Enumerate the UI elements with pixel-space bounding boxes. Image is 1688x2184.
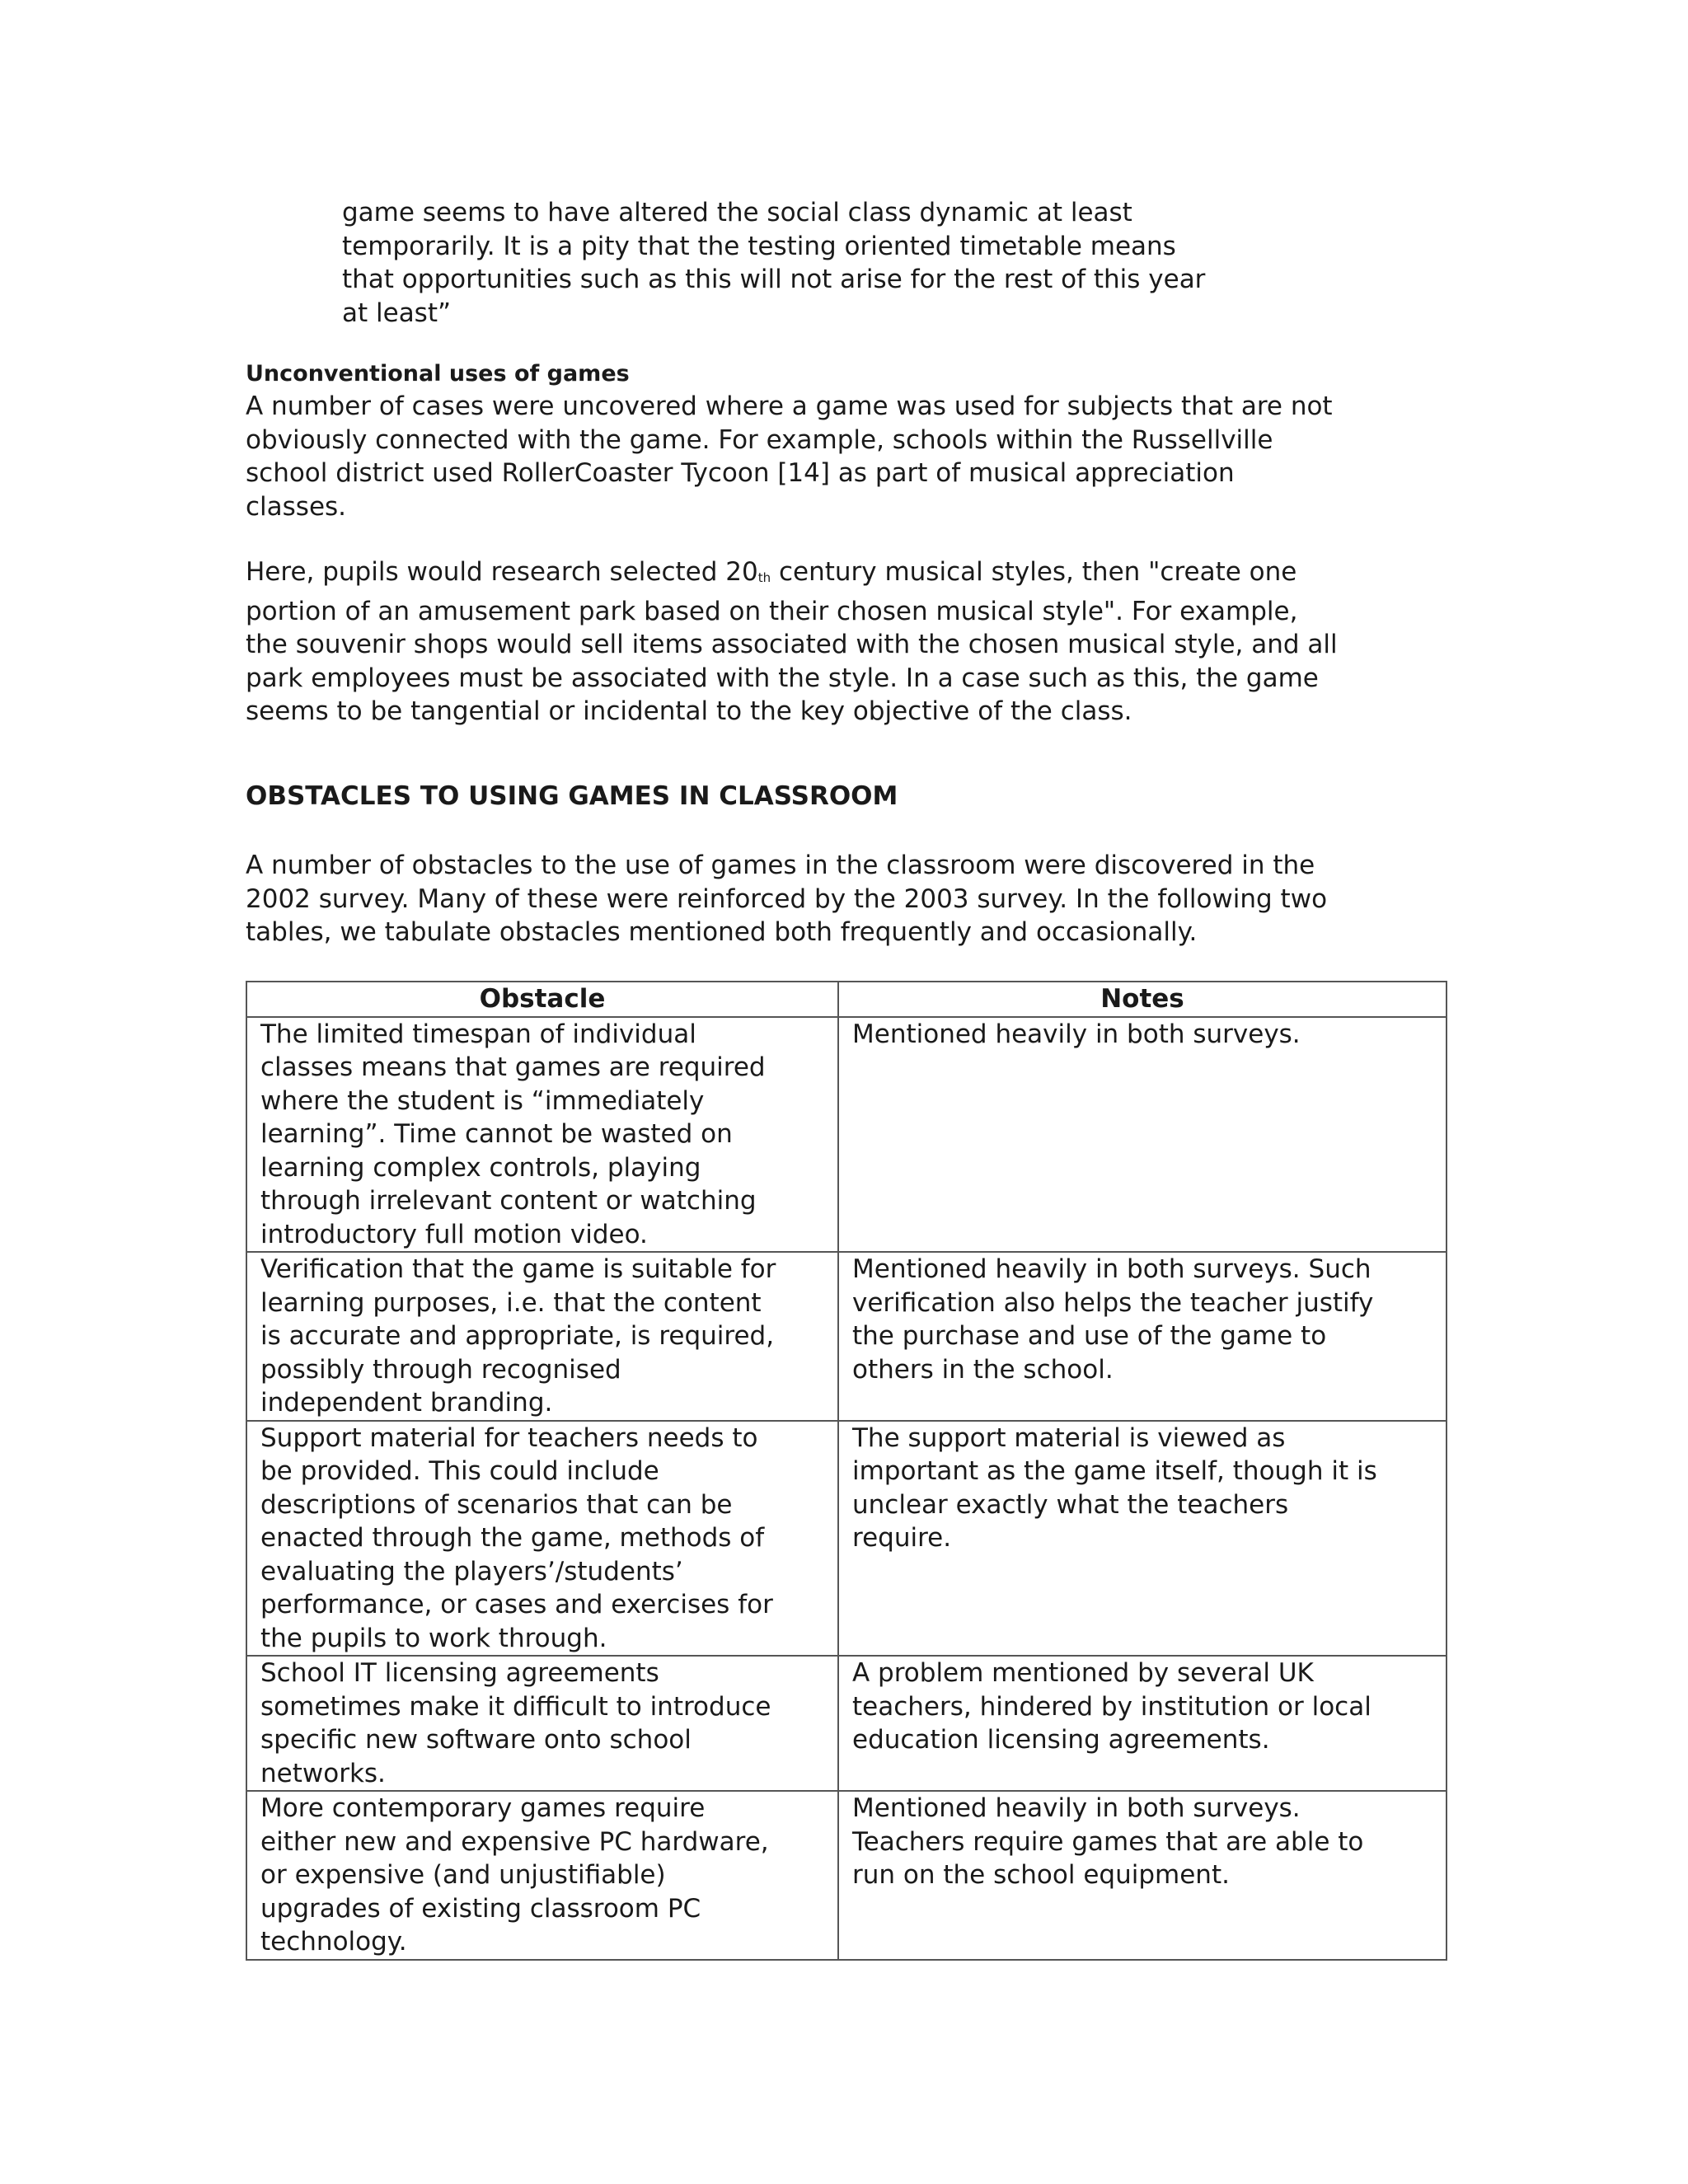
quote-line: at least” — [342, 298, 452, 328]
cell-line: unclear exactly what the teachers — [852, 1489, 1289, 1520]
cell-line: A problem mentioned by several UK — [852, 1658, 1314, 1688]
notes-cell — [838, 1017, 1447, 1253]
text-run: century musical styles, then "create one — [771, 557, 1297, 587]
obstacle-cell — [246, 1791, 838, 1960]
obstacles-intro-paragraph — [246, 849, 1432, 949]
cell-line: technology. — [260, 1927, 407, 1957]
cell-line: The limited timespan of individual — [260, 1019, 696, 1049]
obstacles-table — [246, 981, 1447, 1961]
cell-line: Support material for teachers needs to — [260, 1422, 758, 1453]
paragraph-line: obviously connected with the game. For example, schools within the Russellville — [246, 424, 1273, 455]
paragraph-line: park employees must be associated with the style. In a case such as this, the game — [246, 663, 1319, 693]
cell-line: the pupils to work through. — [260, 1623, 607, 1653]
text-run: Here, pupils would research selected 20 — [246, 557, 758, 587]
cell-line: is accurate and appropriate, is required, — [260, 1321, 775, 1351]
ordinal-suffix: th — [757, 570, 771, 585]
cell-line: require. — [852, 1523, 952, 1553]
cell-line: enacted through the game, methods of — [260, 1523, 765, 1553]
cell-line: independent branding. — [260, 1388, 553, 1418]
cell-line: More contemporary games require — [260, 1793, 706, 1823]
cell-line: classes means that games are required — [260, 1052, 766, 1082]
unconventional-uses-heading: Unconventional uses of games — [246, 361, 630, 387]
cell-line: Mentioned heavily in both surveys. — [852, 1793, 1301, 1823]
obstacle-cell — [246, 1421, 838, 1657]
cell-line: verification also helps the teacher justify — [852, 1287, 1374, 1318]
obstacles-section-heading: OBSTACLES TO USING GAMES IN CLASSROOM — [246, 781, 898, 811]
unconventional-paragraph-1 — [246, 390, 1424, 523]
cell-line: Teachers require games that are able to — [852, 1826, 1364, 1857]
table-row — [246, 1252, 1447, 1421]
paragraph-line: school district used RollerCoaster Tycoon [14] as part of musical appreciation — [246, 458, 1235, 488]
table-row — [246, 1656, 1447, 1791]
cell-line: learning”. Time cannot be wasted on — [260, 1119, 733, 1149]
cell-line: Mentioned heavily in both surveys. Such — [852, 1254, 1372, 1284]
cell-line: important as the game itself, though it is — [852, 1456, 1377, 1486]
cell-line: networks. — [260, 1758, 386, 1788]
quote-line: game seems to have altered the social class dynamic at least — [342, 198, 1132, 227]
cell-line: upgrades of existing classroom PC — [260, 1893, 701, 1924]
notes-cell — [838, 1656, 1447, 1791]
table-header-row — [246, 982, 1447, 1017]
quote-block — [342, 196, 1298, 330]
cell-line: others in the school. — [852, 1354, 1114, 1385]
paragraph-line — [246, 555, 1424, 595]
cell-line: education licensing agreements. — [852, 1725, 1270, 1755]
cell-line: evaluating the players’/students’ — [260, 1556, 683, 1586]
notes-cell — [838, 1421, 1447, 1657]
obstacle-cell — [246, 1252, 838, 1421]
table-row — [246, 1791, 1447, 1960]
cell-line: run on the school equipment. — [852, 1860, 1230, 1890]
column-header-obstacle: Obstacle — [246, 982, 838, 1017]
cell-line: sometimes make it difficult to introduce — [260, 1691, 771, 1722]
cell-line: learning complex controls, playing — [260, 1152, 701, 1183]
cell-line: learning purposes, i.e. that the content — [260, 1287, 762, 1318]
paragraph-line: A number of obstacles to the use of games in the classroom were discovered in the — [246, 851, 1315, 880]
table-row — [246, 1421, 1447, 1657]
unconventional-paragraph-2 — [246, 555, 1424, 729]
paragraph-line: portion of an amusement park based on their chosen musical style". For example, — [246, 596, 1298, 626]
cell-line: the purchase and use of the game to — [852, 1321, 1327, 1351]
cell-line: where the student is “immediately — [260, 1085, 705, 1116]
paragraph-line: the souvenir shops would sell items associated with the chosen musical style, and all — [246, 630, 1338, 659]
cell-line: be provided. This could include — [260, 1456, 659, 1486]
obstacle-cell — [246, 1656, 838, 1791]
notes-cell — [838, 1791, 1447, 1960]
paragraph-line: A number of cases were uncovered where a game was used for subjects that are not — [246, 391, 1333, 421]
cell-line: specific new software onto school — [260, 1725, 692, 1755]
cell-line: Verification that the game is suitable for — [260, 1254, 776, 1284]
paragraph-line: seems to be tangential or incidental to the key objective of the class. — [246, 696, 1132, 726]
paragraph-line: classes. — [246, 491, 347, 522]
table-row — [246, 1017, 1447, 1253]
cell-line: through irrelevant content or watching — [260, 1186, 757, 1216]
notes-cell — [838, 1252, 1447, 1421]
cell-line: Mentioned heavily in both surveys. — [852, 1019, 1301, 1049]
cell-line: or expensive (and unjustifiable) — [260, 1860, 666, 1890]
cell-line: either new and expensive PC hardware, — [260, 1826, 769, 1857]
quote-line: temporarily. It is a pity that the testing oriented timetable means — [342, 231, 1176, 261]
cell-line: possibly through recognised — [260, 1354, 621, 1385]
cell-line: performance, or cases and exercises for — [260, 1590, 773, 1619]
cell-line: introductory full motion video. — [260, 1219, 648, 1249]
obstacle-cell — [246, 1017, 838, 1253]
column-header-notes: Notes — [838, 982, 1447, 1017]
cell-line: teachers, hindered by institution or local — [852, 1691, 1372, 1722]
paragraph-line: tables, we tabulate obstacles mentioned both frequently and occasionally. — [246, 917, 1198, 947]
cell-line: descriptions of scenarios that can be — [260, 1489, 733, 1520]
cell-line: School IT licensing agreements — [260, 1658, 659, 1688]
paragraph-line: 2002 survey. Many of these were reinforced by the 2003 survey. In the following two — [246, 883, 1328, 914]
quote-line: that opportunities such as this will not arise for the rest of this year — [342, 265, 1206, 294]
cell-line: The support material is viewed as — [852, 1422, 1286, 1453]
